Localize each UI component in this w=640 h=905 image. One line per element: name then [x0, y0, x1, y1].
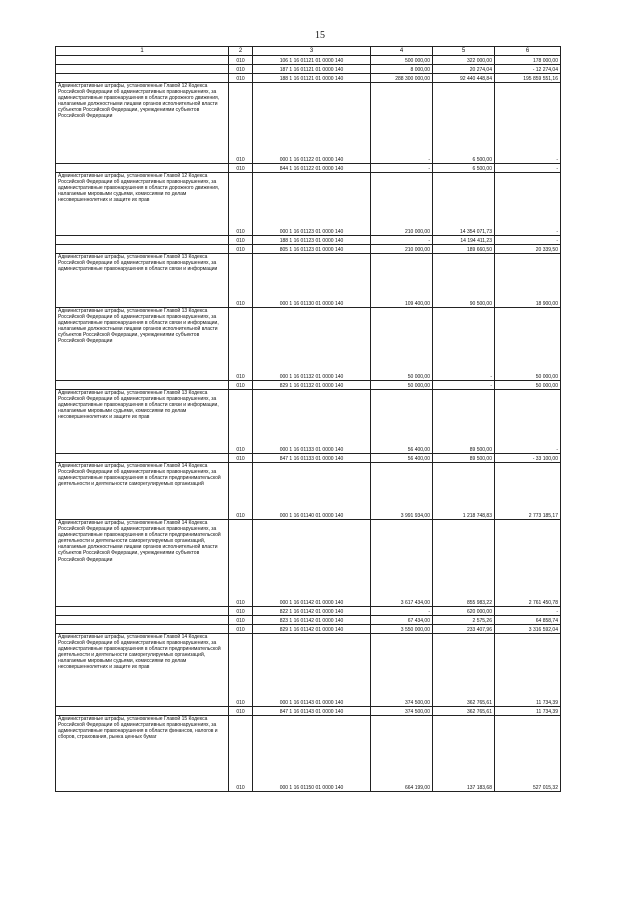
approved-amount: 3 550 000,00	[371, 625, 433, 634]
table-row	[56, 463, 561, 520]
table-row	[56, 616, 561, 625]
unexecuted-amount: -	[495, 607, 561, 616]
unexecuted-amount: -	[495, 173, 561, 236]
row-code: 010	[229, 254, 253, 308]
row-code: 010	[229, 173, 253, 236]
row-code: 010	[229, 454, 253, 463]
unexecuted-amount: 11 734,39	[495, 707, 561, 716]
unexecuted-amount: -	[495, 164, 561, 173]
budget-report-table	[55, 46, 561, 792]
budget-classification-code: 847 1 16 01143 01 0000 140	[253, 707, 371, 716]
row-description	[56, 74, 229, 83]
budget-classification-code: 000 1 16 01123 01 0000 140	[253, 173, 371, 236]
row-code: 010	[229, 65, 253, 74]
table-row	[56, 607, 561, 616]
budget-classification-code: 000 1 16 01142 01 0000 140	[253, 520, 371, 607]
approved-amount: -	[371, 164, 433, 173]
approved-amount: 210 000,00	[371, 173, 433, 236]
executed-amount: 6 500,00	[433, 83, 495, 164]
unexecuted-amount: 2 761 450,78	[495, 520, 561, 607]
table-row	[56, 716, 561, 792]
table-row	[56, 707, 561, 716]
budget-classification-code: 805 1 16 01123 01 0000 140	[253, 245, 371, 254]
approved-amount: -	[371, 83, 433, 164]
column-header: 4	[371, 47, 433, 56]
approved-amount: 56 400,00	[371, 454, 433, 463]
row-code: 010	[229, 707, 253, 716]
budget-classification-code: 000 1 16 01122 01 0000 140	[253, 83, 371, 164]
unexecuted-amount: 20 339,50	[495, 245, 561, 254]
budget-classification-code: 000 1 16 01150 01 0000 140	[253, 716, 371, 792]
executed-amount: -	[433, 308, 495, 381]
approved-amount: 374 500,00	[371, 634, 433, 707]
executed-amount: 14 354 071,73	[433, 173, 495, 236]
row-description: Административные штрафы, установленные Главой 14 Кодекса Российской Федерации об административных правонарушениях, за административные правонарушения в области предпринимательской деятельности и деятельности саморегулируемых организаций	[56, 463, 229, 520]
unexecuted-amount: 2 773 185,17	[495, 463, 561, 520]
row-description	[56, 245, 229, 254]
executed-amount: 6 500,00	[433, 164, 495, 173]
row-description: Административные штрафы, установленные Главой 15 Кодекса Российской Федерации об административных правонарушениях, за административные правонарушения в области финансов, налогов и сборов, страхования, рынка ценных бумаг	[56, 716, 229, 792]
budget-classification-code: 000 1 16 01143 01 0000 140	[253, 634, 371, 707]
row-code: 010	[229, 236, 253, 245]
table-row	[56, 390, 561, 454]
table-row	[56, 236, 561, 245]
row-description	[56, 164, 229, 173]
column-number-row	[56, 47, 561, 56]
row-code: 010	[229, 83, 253, 164]
row-code: 010	[229, 164, 253, 173]
row-code: 010	[229, 607, 253, 616]
row-description	[56, 454, 229, 463]
approved-amount: -	[371, 607, 433, 616]
approved-amount: 109 400,00	[371, 254, 433, 308]
table-row	[56, 74, 561, 83]
unexecuted-amount: 3 316 592,04	[495, 625, 561, 634]
unexecuted-amount: - 12 274,04	[495, 65, 561, 74]
budget-classification-code: 000 1 16 01130 01 0000 140	[253, 254, 371, 308]
row-code: 010	[229, 716, 253, 792]
executed-amount: -	[433, 381, 495, 390]
approved-amount: 56 400,00	[371, 390, 433, 454]
page-number: 15	[315, 30, 325, 41]
row-code: 010	[229, 381, 253, 390]
approved-amount: 500 000,00	[371, 56, 433, 65]
column-header: 5	[433, 47, 495, 56]
approved-amount: 8 000,00	[371, 65, 433, 74]
row-code: 010	[229, 616, 253, 625]
unexecuted-amount: 50 000,00	[495, 308, 561, 381]
executed-amount: 322 000,00	[433, 56, 495, 65]
executed-amount: 20 274,04	[433, 65, 495, 74]
approved-amount: 67 434,00	[371, 616, 433, 625]
row-description	[56, 707, 229, 716]
table-row	[56, 520, 561, 607]
table-row	[56, 454, 561, 463]
unexecuted-amount: 178 000,00	[495, 56, 561, 65]
unexecuted-amount: -	[495, 83, 561, 164]
unexecuted-amount: 50 000,00	[495, 381, 561, 390]
budget-classification-code: 187 1 16 01121 01 0000 140	[253, 65, 371, 74]
unexecuted-amount: 11 734,39	[495, 634, 561, 707]
unexecuted-amount: -	[495, 390, 561, 454]
executed-amount: 620 000,00	[433, 607, 495, 616]
row-description	[56, 616, 229, 625]
executed-amount: 1 218 748,83	[433, 463, 495, 520]
executed-amount: 137 183,68	[433, 716, 495, 792]
table-row	[56, 83, 561, 164]
executed-amount: 233 407,96	[433, 625, 495, 634]
executed-amount: 855 983,22	[433, 520, 495, 607]
table-row	[56, 164, 561, 173]
approved-amount: 3 991 934,00	[371, 463, 433, 520]
budget-classification-code: 188 1 16 01123 01 0000 140	[253, 236, 371, 245]
budget-classification-code: 844 1 16 01122 01 0000 140	[253, 164, 371, 173]
row-code: 010	[229, 520, 253, 607]
column-header: 2	[229, 47, 253, 56]
table-row	[56, 308, 561, 381]
row-code: 010	[229, 74, 253, 83]
row-description	[56, 236, 229, 245]
row-code: 010	[229, 463, 253, 520]
executed-amount: 90 500,00	[433, 254, 495, 308]
budget-classification-code: 829 1 16 01142 01 0000 140	[253, 625, 371, 634]
approved-amount: 50 000,00	[371, 381, 433, 390]
row-description: Административные штрафы, установленные Главой 13 Кодекса Российской Федерации об административных правонарушениях, за административные правонарушения в области связи и информации	[56, 254, 229, 308]
row-description: Административные штрафы, установленные Главой 13 Кодекса Российской Федерации об административных правонарушениях, за административные правонарушения в области связи и информации, налагаемые мировыми судьями, комиссиями по делам несовершеннолетних и защите их прав	[56, 390, 229, 454]
row-code: 010	[229, 56, 253, 65]
row-code: 010	[229, 390, 253, 454]
budget-classification-code: 106 1 16 01121 01 0000 140	[253, 56, 371, 65]
table-row	[56, 625, 561, 634]
row-code: 010	[229, 308, 253, 381]
executed-amount: 14 194 411,23	[433, 236, 495, 245]
approved-amount: 664 199,00	[371, 716, 433, 792]
budget-classification-code: 829 1 16 01132 01 0000 140	[253, 381, 371, 390]
budget-classification-code: 000 1 16 01140 01 0000 140	[253, 463, 371, 520]
row-description: Административные штрафы, установленные Главой 14 Кодекса Российской Федерации об административных правонарушениях, за административные правонарушения в области предпринимательской деятельности и деятельности саморегулируемых организаций, налагаемые мировыми судьями, комиссиями по делам несовершеннолетних и защите их прав	[56, 634, 229, 707]
table-row	[56, 381, 561, 390]
row-code: 010	[229, 625, 253, 634]
executed-amount: 362 765,61	[433, 634, 495, 707]
column-header: 3	[253, 47, 371, 56]
executed-amount: 2 575,26	[433, 616, 495, 625]
budget-classification-code: 822 1 16 01142 01 0000 140	[253, 607, 371, 616]
approved-amount: 3 617 434,00	[371, 520, 433, 607]
row-description	[56, 625, 229, 634]
column-header: 1	[56, 47, 229, 56]
row-description	[56, 381, 229, 390]
row-code: 010	[229, 245, 253, 254]
executed-amount: 362 765,61	[433, 707, 495, 716]
table-row	[56, 634, 561, 707]
unexecuted-amount: 18 900,00	[495, 254, 561, 308]
budget-classification-code: 188 1 16 01121 01 0000 140	[253, 74, 371, 83]
row-code: 010	[229, 634, 253, 707]
unexecuted-amount: - 33 100,00	[495, 454, 561, 463]
budget-classification-code: 823 1 16 01142 01 0000 140	[253, 616, 371, 625]
table-row	[56, 56, 561, 65]
unexecuted-amount: 527 015,32	[495, 716, 561, 792]
approved-amount: 50 000,00	[371, 308, 433, 381]
executed-amount: 92 440 448,84	[433, 74, 495, 83]
budget-classification-code: 000 1 16 01133 01 0000 140	[253, 390, 371, 454]
row-description: Административные штрафы, установленные Главой 13 Кодекса Российской Федерации об административных правонарушениях, за административные правонарушения в области связи и информации, налагаемые должностными лицами органов исполнительной власти субъектов Российской Федерации, учреждениями субъектов Российской Федерации	[56, 308, 229, 381]
executed-amount: 89 500,00	[433, 390, 495, 454]
row-description: Административные штрафы, установленные Главой 12 Кодекса Российской Федерации об административных правонарушениях, за административные правонарушения в области дорожного движения, налагаемые должностными лицами органов исполнительной власти субъектов Российской Федерации, учреждениями субъектов Российской Федерации	[56, 83, 229, 164]
row-description: Административные штрафы, установленные Главой 14 Кодекса Российской Федерации об административных правонарушениях, за административные правонарушения в области предпринимательской деятельности и деятельности саморегулируемых организаций, налагаемые должностными лицами органов исполнительной власти субъектов Российской Федерации, учреждениями субъектов Российской Федерации	[56, 520, 229, 607]
budget-classification-code: 000 1 16 01132 01 0000 140	[253, 308, 371, 381]
executed-amount: 89 500,00	[433, 454, 495, 463]
table-row	[56, 65, 561, 74]
unexecuted-amount: 195 859 551,16	[495, 74, 561, 83]
approved-amount: 374 500,00	[371, 707, 433, 716]
executed-amount: 189 660,50	[433, 245, 495, 254]
row-description	[56, 607, 229, 616]
unexecuted-amount: -	[495, 236, 561, 245]
approved-amount: 288 300 000,00	[371, 74, 433, 83]
table-row	[56, 173, 561, 236]
row-description: Административные штрафы, установленные Главой 12 Кодекса Российской Федерации об административных правонарушениях, за административные правонарушения в области дорожного движения, налагаемые мировыми судьями, комиссиями по делам несовершеннолетних и защите их прав	[56, 173, 229, 236]
unexecuted-amount: 64 858,74	[495, 616, 561, 625]
table-row	[56, 254, 561, 308]
row-description	[56, 65, 229, 74]
row-description	[56, 56, 229, 65]
approved-amount: 210 000,00	[371, 245, 433, 254]
budget-classification-code: 847 1 16 01133 01 0000 140	[253, 454, 371, 463]
table-row	[56, 245, 561, 254]
approved-amount: -	[371, 236, 433, 245]
column-header: 6	[495, 47, 561, 56]
